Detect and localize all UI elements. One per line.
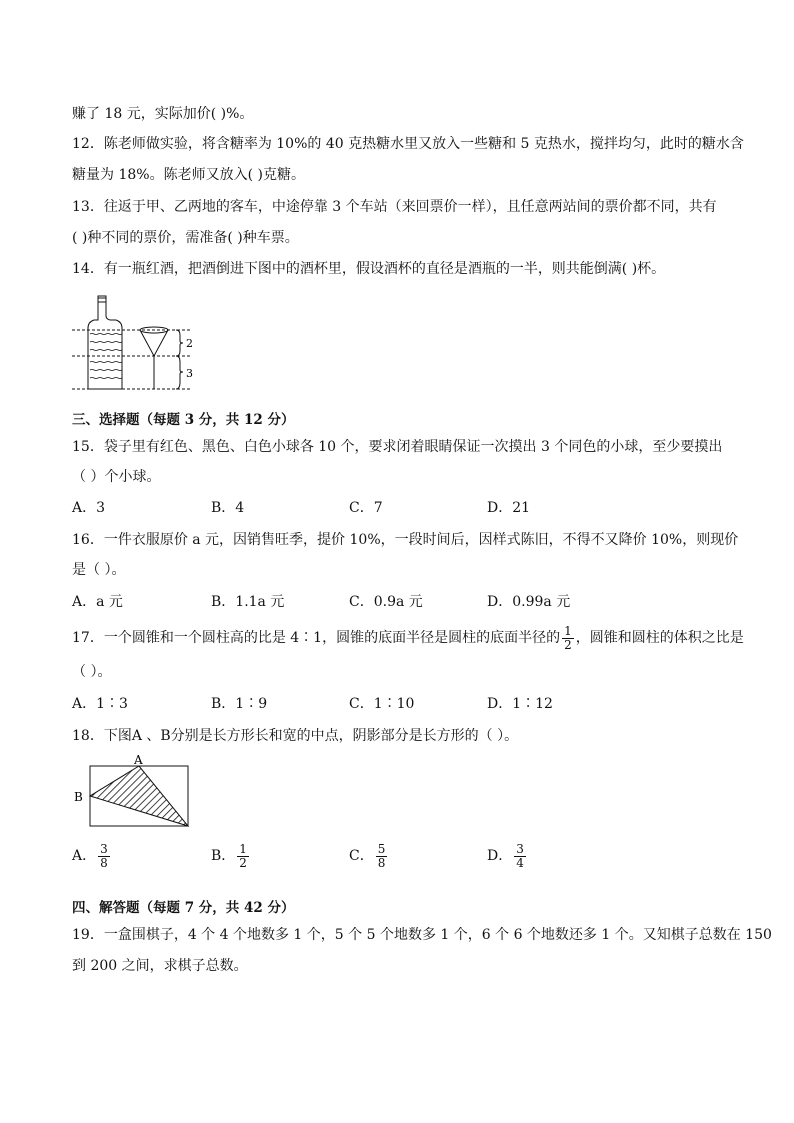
q18-option-d: [487, 840, 528, 872]
fraction-num: 1: [239, 841, 247, 856]
q18-option-b-label: B．: [211, 848, 236, 864]
bottle-cap: [98, 296, 106, 302]
q16-option-a: A．a 元: [72, 594, 123, 610]
shaded-triangle: [90, 766, 188, 826]
q15-option-c: C．7: [349, 500, 383, 516]
q18-option-c-label: C．: [349, 848, 374, 864]
q19-line1: 19．一盒围棋子，4 个 4 个地数多 1 个，5 个 5 个地数多 1 个，6 个 6 个地数还多 1 个。又知棋子总数在 150: [72, 927, 772, 943]
q15-option-b: B．4: [211, 500, 245, 516]
q18-option-c-fraction: [376, 843, 388, 870]
q15-line2: （ ）个小球。: [72, 469, 161, 485]
q17-option-c: C．1∶10: [349, 696, 415, 712]
fraction-num: 3: [516, 841, 524, 856]
q16-option-d: D．0.99a 元: [487, 594, 571, 610]
q18-text: 18．下图A 、B分别是长方形长和宽的中点，阴影部分是长方形的（ ）。: [72, 728, 519, 744]
q18-option-d-fraction: [514, 843, 526, 870]
dim-label-top: 2: [186, 337, 193, 350]
q13-line1: 13．往返于甲、乙两地的客车，中途停靠 3 个车站（来回票价一样），且任意两站间的票价都不同，共有: [72, 199, 717, 215]
q15-line1: 15．袋子里有红色、黑色、白色小球各 10 个，要求闭着眼睛保证一次摸出 3 个同色的小球，至少要摸出: [72, 439, 723, 455]
fraction-den: 2: [239, 855, 247, 870]
q16-option-c: C．0.9a 元: [349, 594, 423, 610]
q17-text-post: ，圆锥和圆柱的体积之比是: [575, 630, 744, 646]
section-3-heading: 三、选择题（每题 3 分，共 12 分）: [72, 412, 295, 428]
q15-option-d: D．21: [487, 500, 531, 516]
q15-option-a: A．3: [72, 500, 106, 516]
q12-line1: 12．陈老师做实验，将含糖率为 10%的 40 克热糖水里又放入一些糖和 5 克热水，搅拌均匀，此时的糖水含: [72, 136, 744, 152]
section-4-heading: 四、解答题（每题 7 分，共 42 分）: [72, 900, 295, 916]
line-q11-end: 赚了 18 元，实际加价( )%。: [72, 106, 254, 122]
q19-line2: 到 200 之间，求棋子总数。: [72, 958, 248, 974]
q17-line1: [72, 624, 744, 652]
q18-option-a: [72, 840, 112, 872]
q17-option-b: B．1∶9: [211, 696, 268, 712]
q12-line2: 糖量为 18%。陈老师又放入( )克糖。: [72, 167, 305, 183]
fraction-num: 5: [377, 841, 386, 856]
q18-option-d-label: D．: [487, 848, 513, 864]
fraction-den: 4: [516, 855, 524, 870]
q18-option-b-fraction: [237, 843, 249, 870]
q14-text: 14．有一瓶红酒，把酒倒进下图中的酒杯里，假设酒杯的直径是酒瓶的一半，则共能倒满( )杯。: [72, 261, 666, 277]
dim-label-bottom: 3: [186, 367, 193, 380]
fraction-den: 8: [100, 855, 108, 870]
q16-line2: 是（ ）。: [72, 562, 126, 578]
brace-bottom: [176, 356, 183, 389]
q17-option-d: D．1∶12: [487, 696, 553, 712]
q17-option-a: A．1∶3: [72, 696, 128, 712]
q18-option-a-label: A．: [72, 848, 97, 864]
q18-option-c: [349, 840, 389, 872]
q17-fraction: [562, 625, 574, 652]
q16-line1: 16．一件衣服原价 a 元，因销售旺季，提价 10%，一段时间后，因样式陈旧，不得不又降价 10%，则现价: [72, 532, 739, 548]
q16-option-b: B．1.1a 元: [211, 594, 285, 610]
point-label-a: A: [134, 753, 143, 767]
q18-option-b: [211, 840, 251, 872]
bottle-outline: [88, 298, 122, 389]
q14-figure: [72, 292, 202, 396]
q17-line2: （ ）。: [72, 664, 112, 680]
q17-text-pre: 17．一个圆锥和一个圆柱高的比是 4∶1，圆锥的底面半径是圆柱的底面半径的: [72, 630, 561, 646]
point-label-b: B: [74, 790, 83, 804]
brace-top: [176, 330, 183, 356]
fraction-den: 8: [377, 855, 386, 870]
q18-option-a-fraction: [98, 843, 110, 870]
q18-figure: [72, 752, 194, 830]
glass-bowl: [140, 330, 168, 356]
q17-fraction-den: 2: [564, 637, 572, 652]
fraction-num: 3: [100, 841, 108, 856]
q13-line2: ( )种不同的票价，需准备( )种车票。: [72, 230, 299, 246]
q17-fraction-num: 1: [564, 623, 572, 638]
